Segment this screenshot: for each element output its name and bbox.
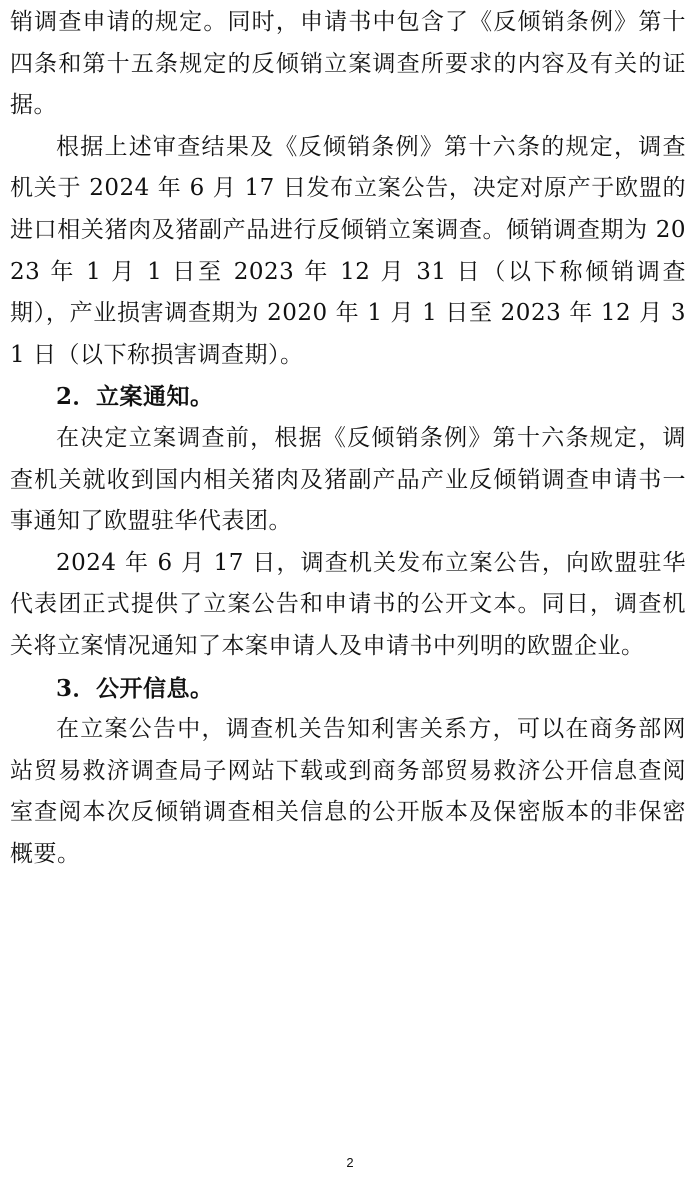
section-heading-public-info: 3．公开信息。 [56,674,214,702]
section-heading-filing-notice: 2．立案通知。 [56,383,214,411]
document-body [10,2,686,875]
paragraph-continuation: 销调查申请的规定。同时，申请书中包含了《反倾销条例》第十四条和第十五条规定的反倾销立案调查所要求的内容及有关的证据。 [10,9,686,119]
paragraph-public-access: 在立案公告中，调查机关告知利害关系方，可以在商务部网站贸易救济调查局子网站下载或到商务部贸易救济公开信息查阅室查阅本次反倾销调查相关信息的公开版本及保密版本的非保密概要。 [10,716,686,867]
paragraph-pre-filing-notice: 在决定立案调查前，根据《反倾销条例》第十六条规定，调查机关就收到国内相关猪肉及猪副产品产业反倾销调查申请书一事通知了欧盟驻华代表团。 [10,424,686,535]
paragraph-case-filing: 根据上述审查结果及《反倾销条例》第十六条的规定，调查机关于 2024 年 6 月 17 日发布立案公告，决定对原产于欧盟的进口相关猪肉及猪副产品进行反倾销立案调查。倾销调查期为 2023 年 1 月 1 日至 2023 年 12 月 31 日（以下称倾销调查期），产业损害调查期为 2020 年 1 月 1 日至 2023 年 12 月 31 日（以下称损害调查期）。 [10,133,686,368]
paragraph-notice-delivery: 2024 年 6 月 17 日，调查机关发布立案公告，向欧盟驻华代表团正式提供了立案公告和申请书的公开文本。同日，调查机关将立案情况通知了本案申请人及申请书中列明的欧盟企业。 [10,549,686,659]
page-number: 2 [346,1155,354,1170]
